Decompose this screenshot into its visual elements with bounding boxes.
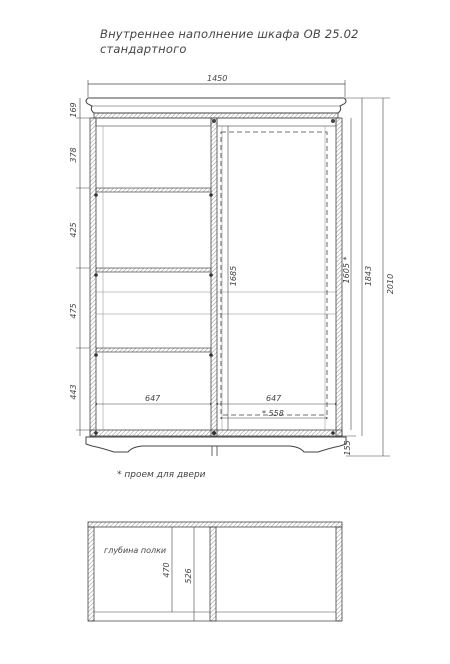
plan-back-panel: [88, 522, 342, 527]
dim-section-2: 425: [69, 222, 78, 238]
drawing-title-line1: Внутреннее наполнение шкафа ОВ 25.02: [100, 27, 359, 41]
wardrobe-plan-view: [88, 522, 342, 621]
plan-left-wall: [88, 527, 94, 621]
left-top-rail: [96, 118, 211, 126]
dim-section-4: 443: [69, 384, 78, 400]
dim-shelf-width-right: 647: [266, 394, 282, 403]
shelf-2: [96, 268, 211, 272]
dim-section-1: 378: [69, 147, 78, 163]
dim-door-opening: * 558: [262, 409, 284, 418]
dim-section-3: 475: [69, 303, 78, 319]
top-panel: [94, 113, 338, 118]
dim-inner-height-right: 1605 *: [342, 256, 351, 284]
dim-top-cornice: 169: [69, 102, 78, 118]
shelf-3: [96, 348, 211, 352]
right-top-rail: [217, 118, 336, 126]
dim-depth-526: 526: [184, 568, 193, 584]
plan-shelf-depth-label: глубина полки: [104, 546, 167, 555]
left-side-wall: [90, 118, 96, 436]
dim-height-total: 2010: [386, 273, 395, 295]
plan-right-wall: [336, 527, 342, 621]
cornice: [86, 98, 346, 113]
top-fixing-dot: [212, 119, 216, 123]
wardrobe-front-view: [69, 74, 395, 456]
footnote-door-opening: * проем для двери: [117, 470, 206, 480]
dim-inner-height-left: 1685: [229, 265, 238, 287]
drawing-title-line2: стандартного: [100, 42, 187, 56]
plan-middle-partition: [210, 527, 216, 621]
dim-width-total: 1450: [207, 74, 228, 83]
dim-plinth: 155: [343, 440, 352, 456]
plinth-base: [86, 437, 346, 452]
dim-height-1843: 1843: [364, 265, 373, 287]
middle-partition: [211, 118, 217, 436]
dim-shelf-width-left: 647: [145, 394, 161, 403]
shelf-1: [96, 188, 211, 192]
dim-depth-470: 470: [162, 562, 171, 578]
